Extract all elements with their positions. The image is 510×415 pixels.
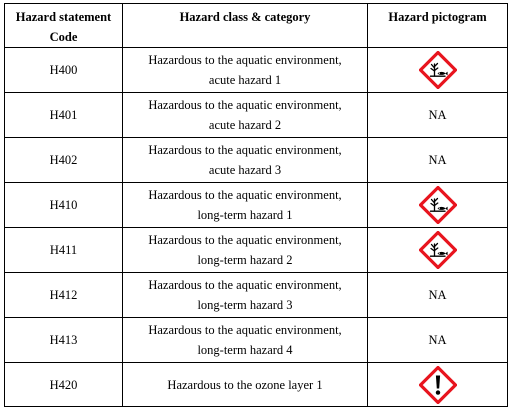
header-row xyxy=(5,4,508,48)
cell-code: H412 xyxy=(5,273,123,318)
table-body xyxy=(5,48,508,407)
cell-hazard-class xyxy=(123,183,368,228)
hazard-class-line1: Hazardous to the aquatic environment, xyxy=(148,98,342,112)
cell-code: H402 xyxy=(5,138,123,183)
table-row xyxy=(5,93,508,138)
header-pictogram xyxy=(368,4,508,48)
table-row xyxy=(5,48,508,93)
hazard-class-line1: Hazardous to the aquatic environment, xyxy=(148,143,342,157)
cell-hazard-class xyxy=(123,363,368,407)
cell-pictogram xyxy=(368,93,508,138)
cell-hazard-class xyxy=(123,273,368,318)
cell-pictogram xyxy=(368,138,508,183)
header-class xyxy=(123,4,368,48)
pictogram-na-text: NA xyxy=(428,108,447,122)
pictogram-na-text: NA xyxy=(428,288,447,302)
pictogram-na-text: NA xyxy=(428,333,447,347)
cell-pictogram xyxy=(368,228,508,273)
hazard-class-line2: acute hazard 1 xyxy=(208,73,282,87)
cell-code: H411 xyxy=(5,228,123,273)
hazard-class-line1: Hazardous to the ozone layer 1 xyxy=(167,377,323,392)
cell-code: H410 xyxy=(5,183,123,228)
table-row xyxy=(5,183,508,228)
hazard-class-line2: acute hazard 3 xyxy=(208,163,282,177)
cell-hazard-class xyxy=(123,48,368,93)
hazard-class-line2: long-term hazard 3 xyxy=(197,298,293,312)
header-code-line1: Hazard statement xyxy=(15,10,112,24)
cell-code: H420 xyxy=(5,363,123,407)
cell-pictogram xyxy=(368,48,508,93)
cell-hazard-class xyxy=(123,138,368,183)
hazard-class-line1: Hazardous to the aquatic environment, xyxy=(148,53,342,67)
cell-hazard-class xyxy=(123,228,368,273)
hazard-table-container xyxy=(4,3,508,407)
cell-code: H413 xyxy=(5,318,123,363)
hazard-class-line2: long-term hazard 4 xyxy=(197,343,293,357)
pictogram-na-text: NA xyxy=(428,153,447,167)
header-pictogram-label: Hazard pictogram xyxy=(388,10,487,24)
hazard-class-line2: long-term hazard 1 xyxy=(197,208,293,222)
hazard-table xyxy=(4,3,508,407)
hazard-class-line1: Hazardous to the aquatic environment, xyxy=(148,233,342,247)
cell-hazard-class xyxy=(123,93,368,138)
table-row xyxy=(5,363,508,407)
hazard-class-line1: Hazardous to the aquatic environment, xyxy=(148,188,342,202)
cell-pictogram xyxy=(368,183,508,228)
hazard-class-line1: Hazardous to the aquatic environment, xyxy=(148,323,342,337)
environment-icon xyxy=(419,231,457,269)
cell-pictogram xyxy=(368,363,508,407)
hazard-class-line1: Hazardous to the aquatic environment, xyxy=(148,278,342,292)
cell-pictogram xyxy=(368,318,508,363)
header-code-line2: Code xyxy=(49,30,78,44)
cell-pictogram xyxy=(368,273,508,318)
header-class-label: Hazard class & category xyxy=(179,10,311,24)
table-row xyxy=(5,273,508,318)
table-row xyxy=(5,228,508,273)
environment-icon xyxy=(419,51,457,89)
cell-code: H401 xyxy=(5,93,123,138)
table-row xyxy=(5,318,508,363)
exclamation-mark-icon xyxy=(419,366,457,404)
environment-icon xyxy=(419,186,457,224)
hazard-class-line2: acute hazard 2 xyxy=(208,118,282,132)
cell-hazard-class xyxy=(123,318,368,363)
cell-code: H400 xyxy=(5,48,123,93)
hazard-class-line2: long-term hazard 2 xyxy=(197,253,293,267)
table-row xyxy=(5,138,508,183)
header-code xyxy=(5,4,123,48)
